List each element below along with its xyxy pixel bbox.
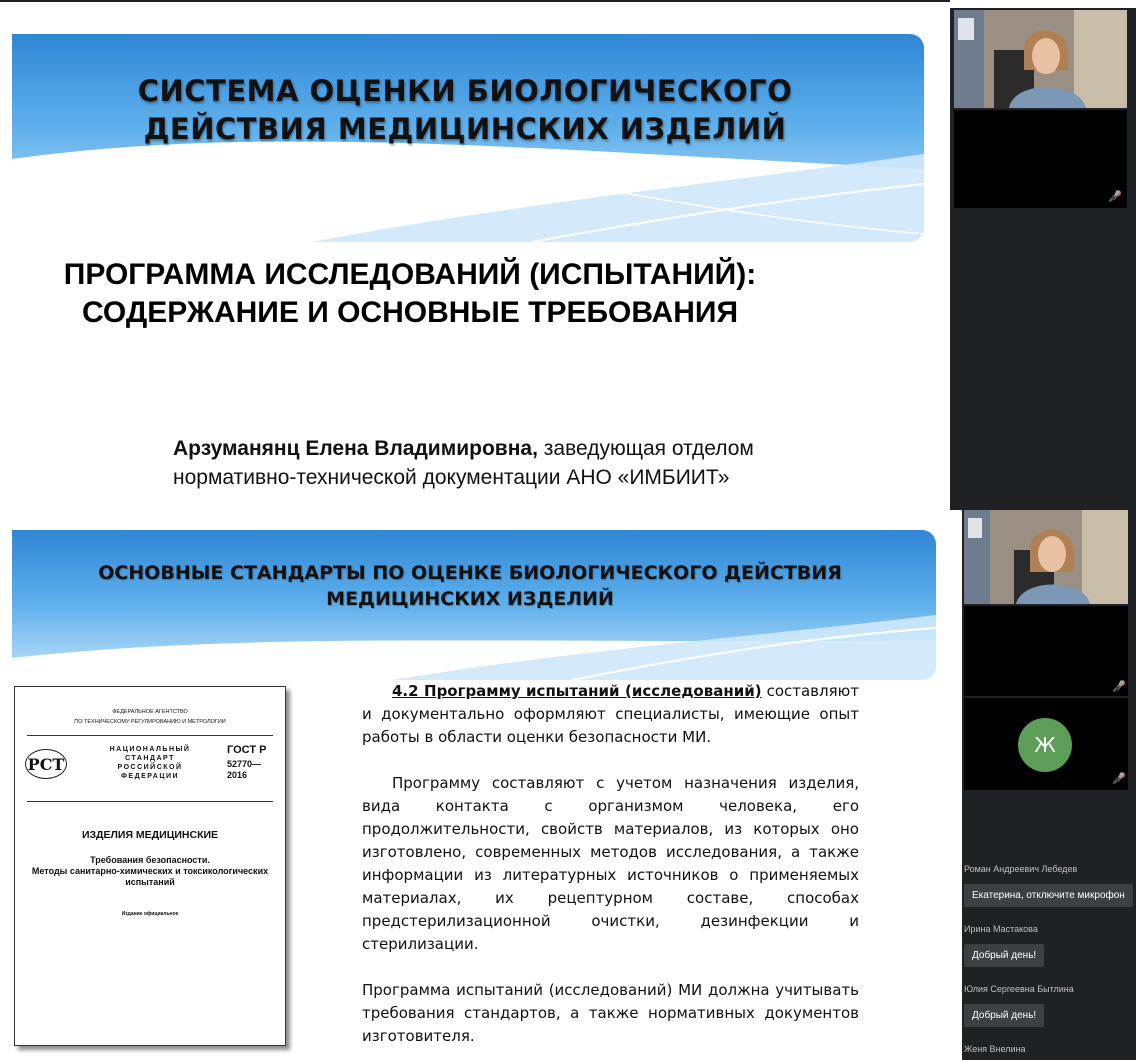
paragraph-3: Программа испытаний (исследований) МИ должна учитывать требования стандартов, а также нормативных документов изготовителя. <box>362 981 859 1045</box>
program-title: ПРОГРАММА ИССЛЕДОВАНИЙ (ИСПЫТАНИЙ): СОДЕРЖАНИЕ И ОСНОВНЫЕ ТРЕБОВАНИЯ <box>63 258 757 329</box>
doc-gost-label: ГОСТ Р <box>227 744 267 756</box>
paragraph-1: 4.2 Программу испытаний (исследований) составляют и документально оформляют специалисты, имеющие опыт работы в области оценки безопасности МИ. <box>362 682 859 746</box>
paragraph-2: Программу составляют с учетом назначения изделия, вида контакта с организмом человека, его продолжительности, свойств материалов, из которых оно изготовлено, современных методов исследования, а также информации из литературных источников о применяемых материалах, их рецептурном составе, способах предстерилизационной очистки, дезинфекции и стерилизации. <box>362 774 859 953</box>
speaker-video-2[interactable] <box>964 510 1128 604</box>
slide-1-title: СИСТЕМА ОЦЕНКИ БИОЛОГИЧЕСКОГО ДЕЙСТВИЯ МЕДИЦИНСКИХ ИЗДЕЛИЙ <box>137 74 793 146</box>
slide-2 <box>0 512 962 1060</box>
mic-off-icon: 🎤̸ <box>1112 680 1126 693</box>
doc-gost-number: 52770— 2016 <box>227 759 262 780</box>
chat-sender: Ирина Мастакова <box>964 924 1038 934</box>
participant-avatar: Ж <box>1018 718 1072 772</box>
chat-sender: Юлия Сергеевна Бытлина <box>964 984 1074 994</box>
doc-requirements: Требования безопасности. Методы санитарно-химических и токсикологических испытаний <box>31 855 269 887</box>
doc-edition: Издание официальное <box>121 911 179 917</box>
author-role: заведующая отделом <box>537 437 754 460</box>
doc-national-standard: НАЦИОНАЛЬНЫЙ СТАНДАРТ РОССИЙСКОЙ ФЕДЕРАЦИИ <box>109 746 191 780</box>
gost-document-thumbnail <box>14 686 286 1046</box>
chat-sender: Женя Внелина <box>964 1044 1026 1054</box>
author-info <box>173 434 873 492</box>
mic-off-icon: 🎤̸ <box>1112 772 1126 785</box>
paragraph-1-heading: 4.2 Программу испытаний (исследований) <box>392 682 762 700</box>
doc-agency: ФЕДЕРАЛЬНОЕ АГЕНТСТВО ПО ТЕХНИЧЕСКОМУ РЕГУЛИРОВАНИЮ И МЕТРОЛОГИИ <box>74 709 226 725</box>
author-dept: нормативно-технической документации АНО «ИМБИИТ» <box>173 466 730 489</box>
mic-off-icon: 🎤̸ <box>1108 190 1122 203</box>
participants-panel-1 <box>950 8 1136 510</box>
participants-panel-2 <box>962 510 1136 1060</box>
slide-1 <box>0 0 950 510</box>
author-name: Арзуманянц Елена Владимировна, <box>173 437 538 460</box>
chat-sender: Роман Андреевич Лебедев <box>964 864 1078 874</box>
slide-2-title: ОСНОВНЫЕ СТАНДАРТЫ ПО ОЦЕНКЕ БИОЛОГИЧЕСКОГО ДЕЙСТВИЯ МЕДИЦИНСКИХ ИЗДЕЛИЙ <box>98 562 842 610</box>
participant-tile-2[interactable] <box>954 110 1127 208</box>
slide-2-body <box>362 680 859 1060</box>
gost-logo-icon: РСТ <box>25 749 67 779</box>
doc-product: ИЗДЕЛИЯ МЕДИЦИНСКИЕ <box>81 829 219 841</box>
speaker-video-1[interactable] <box>954 10 1127 108</box>
chat-message: Добрый день! <box>964 944 1044 967</box>
chat-message: Добрый день! <box>964 1004 1044 1027</box>
chat-message: Екатерина, отключите микрофон <box>964 884 1133 907</box>
participant-tile-2b[interactable] <box>964 606 1128 696</box>
